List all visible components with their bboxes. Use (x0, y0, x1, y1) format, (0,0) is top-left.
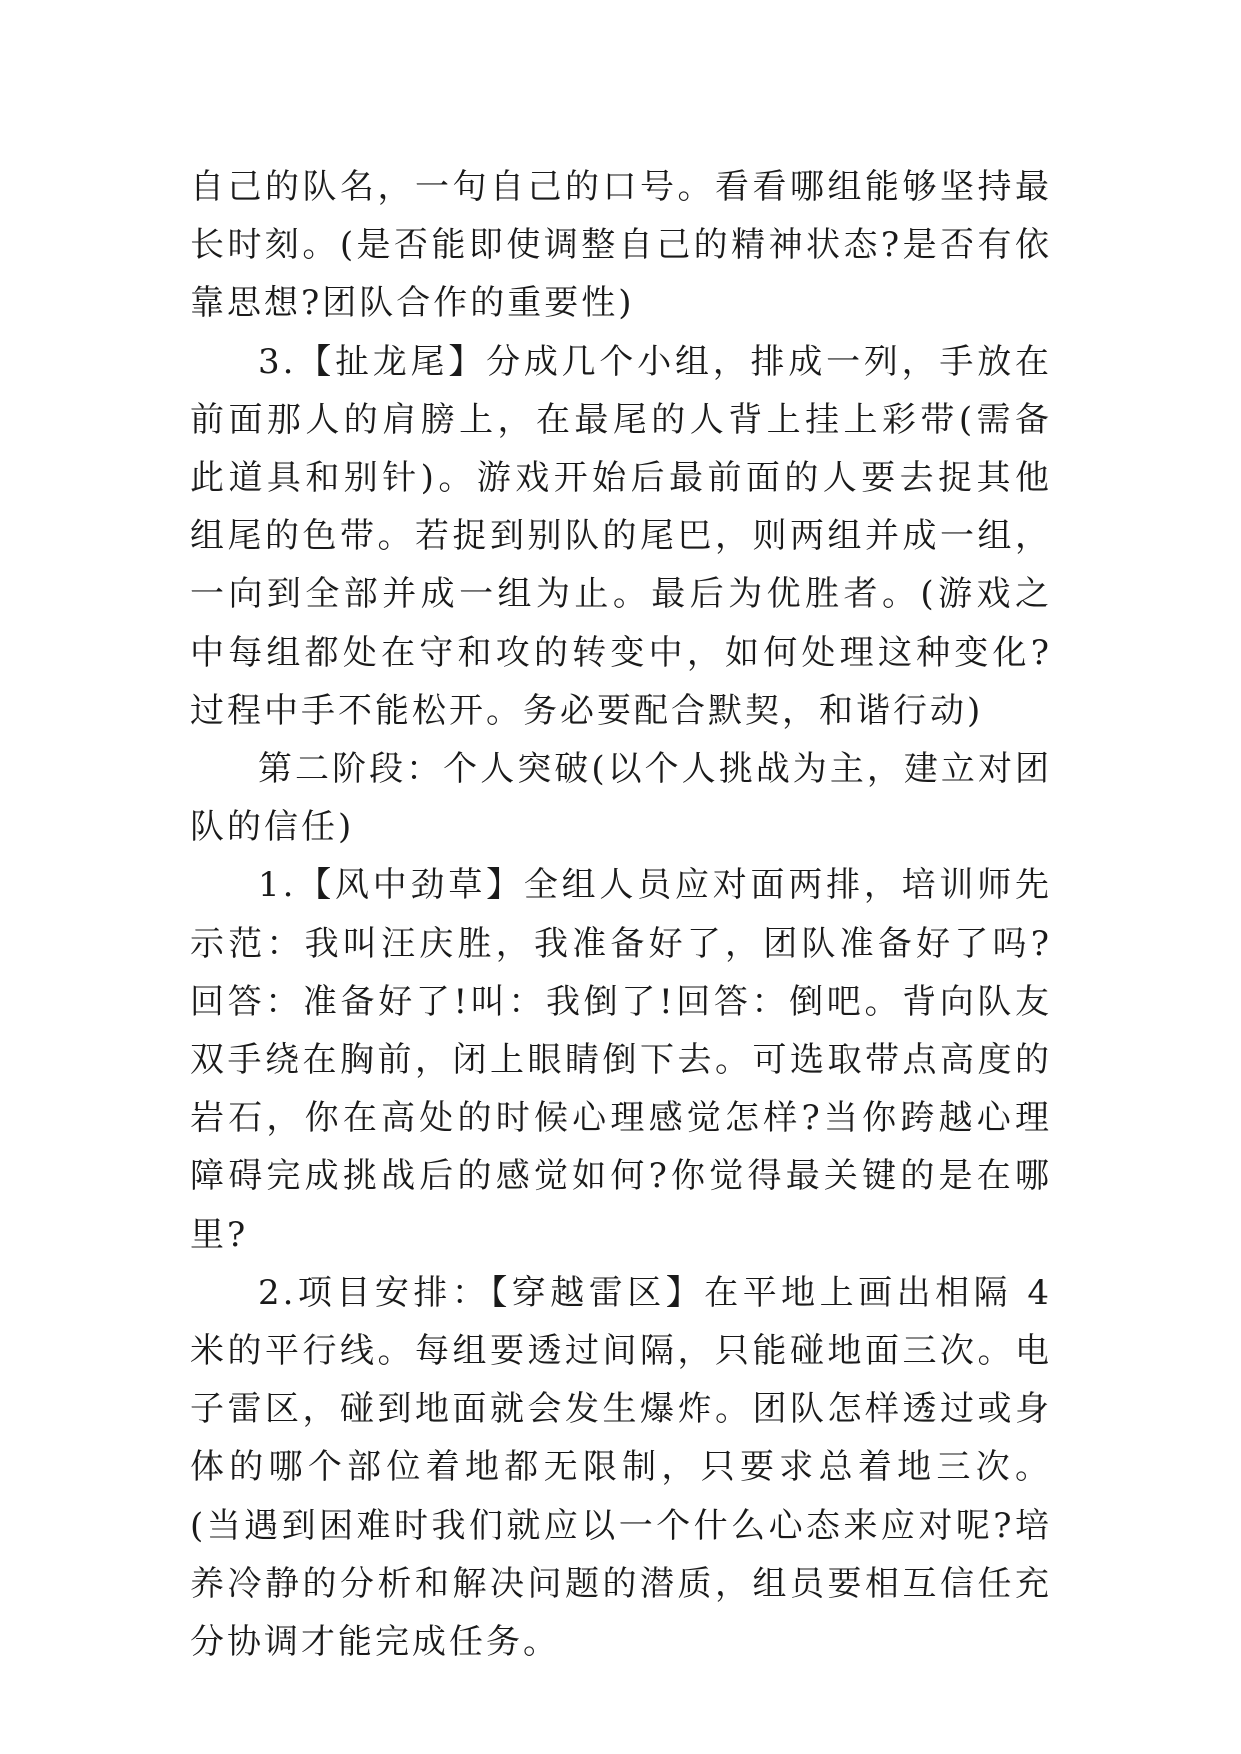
paragraph-minefield-game: 2.项目安排：【穿越雷区】在平地上画出相隔 4 米的平行线。每组要透过间隔，只能碰地面三次。电子雷区，碰到地面就会发生爆炸。团队怎样透过或身体的哪个部位着地都无限制，只要求总着地三次。(当遇到困难时我们就应以一个什么心态来应对呢?培养冷静的分析和解决问题的潜质，组员要相互信任充分协调才能完成任务。 (190, 1272, 1052, 1663)
document-body (190, 158, 1052, 1671)
paragraph-grass-in-wind-game: 1.【风中劲草】全组人员应对面两排，培训师先示范：我叫汪庆胜，我准备好了，团队准备好了吗?回答：准备好了!叫：我倒了!回答：倒吧。背向队友双手绕在胸前，闭上眼睛倒下去。可选取带点高度的岩石，你在高处的时候心理感觉怎样?当你跨越心理障碍完成挑战后的感觉如何?你觉得最关键的是在哪里? (190, 865, 1052, 1255)
paragraph-stage-two-heading: 第二阶段：个人突破(以个人挑战为主，建立对团队的信任) (190, 749, 1052, 848)
paragraph-dragon-tail-game: 3.【扯龙尾】分成几个小组，排成一列，手放在前面那人的肩膀上，在最尾的人背上挂上彩带(需备此道具和别针)。游戏开始后最前面的人要去捉其他组尾的色带。若捉到别队的尾巴，则两组并成一组，一向到全部并成一组为止。最后为优胜者。(游戏之中每组都处在守和攻的转变中，如何处理这种变化?过程中手不能松开。务必要配合默契，和谐行动) (190, 341, 1052, 731)
paragraph-team-slogan: 自己的队名，一句自己的口号。看看哪组能够坚持最长时刻。(是否能即使调整自己的精神状态?是否有依靠思想?团队合作的重要性) (190, 167, 1052, 324)
